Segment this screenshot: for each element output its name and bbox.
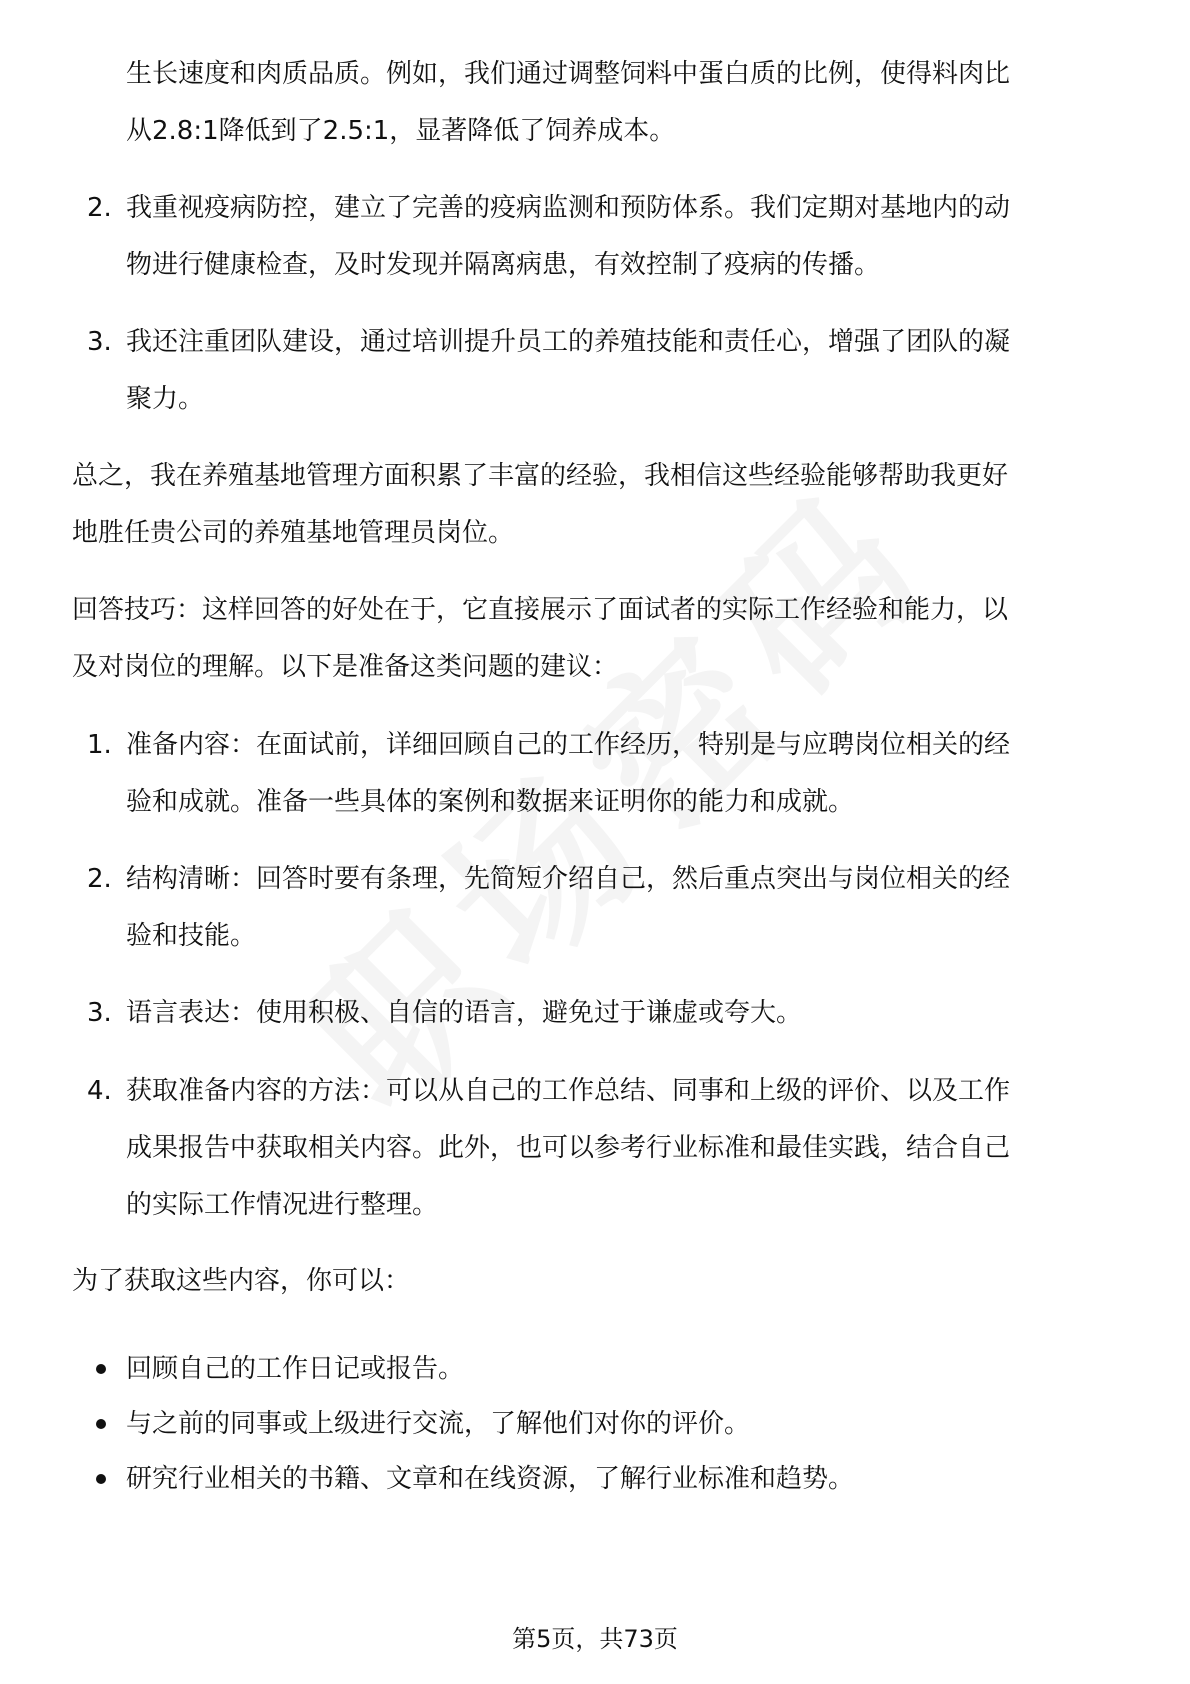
bullet-item: 与之前的同事或上级进行交流，了解他们对你的评价。 (126, 1409, 751, 1439)
text-line: 地胜任贵公司的养殖基地管理员岗位。 (72, 518, 515, 548)
text-line: 我重视疫病防控，建立了完善的疫病监测和预防体系。我们定期对基地内的动 (126, 193, 1011, 223)
text-line: 聚力。 (126, 384, 205, 414)
page-number: 第5页，共73页 (512, 1625, 678, 1653)
text-line: 验和成就。准备一些具体的案例和数据来证明你的能力和成就。 (126, 787, 855, 817)
bullet-item: 研究行业相关的书籍、文章和在线资源，了解行业标准和趋势。 (126, 1464, 855, 1494)
text-line: 回答技巧：这样回答的好处在于，它直接展示了面试者的实际工作经验和能力，以 (72, 595, 1009, 625)
text-line: 总之，我在养殖基地管理方面积累了丰富的经验，我相信这些经验能够帮助我更好 (72, 461, 1009, 491)
text-line: 生长速度和肉质品质。例如，我们通过调整饲料中蛋白质的比例，使得料肉比 (126, 59, 1011, 89)
experience-item-3 (126, 314, 1010, 428)
text-line: 准备内容：在面试前，详细回顾自己的工作经历，特别是与应聘岗位相关的经 (126, 730, 1011, 760)
tip-paragraph (72, 582, 1008, 696)
text-line: 我还注重团队建设，通过培训提升员工的养殖技能和责任心，增强了团队的凝 (126, 327, 1011, 357)
tip-item-2 (126, 851, 1010, 965)
text-line: 结构清晰：回答时要有条理，先简短介绍自己，然后重点突出与岗位相关的经 (126, 864, 1011, 894)
text-line: 语言表达：使用积极、自信的语言，避免过于谦虚或夸大。 (126, 998, 803, 1028)
bullet-dot (96, 1419, 106, 1429)
intro-paragraph (126, 46, 1010, 160)
bullet-dot (96, 1364, 106, 1374)
list-number: 3. (87, 998, 112, 1028)
bullet-dot (96, 1474, 106, 1484)
text-line: 物进行健康检查，及时发现并隔离病患，有效控制了疫病的传播。 (126, 250, 881, 280)
list-number: 2. (87, 193, 112, 223)
text-line: 从2.8:1降低到了2.5:1，显著降低了饲养成本。 (126, 116, 676, 146)
text-line: 获取准备内容的方法：可以从自己的工作总结、同事和上级的评价、以及工作 (126, 1076, 1011, 1106)
list-number: 3. (87, 327, 112, 357)
text-line: 验和技能。 (126, 921, 257, 951)
text-line: 成果报告中获取相关内容。此外，也可以参考行业标准和最佳实践，结合自己 (126, 1133, 1011, 1163)
experience-item-2 (126, 180, 1010, 294)
summary-paragraph (72, 448, 1008, 562)
list-number: 2. (87, 864, 112, 894)
obtain-intro: 为了获取这些内容，你可以： (72, 1266, 411, 1296)
tip-item-4 (126, 1063, 1010, 1234)
text-line: 及对岗位的理解。以下是准备这类问题的建议： (72, 652, 619, 682)
list-number: 4. (87, 1076, 112, 1106)
text-line: 的实际工作情况进行整理。 (126, 1190, 439, 1220)
tip-item-1 (126, 717, 1010, 831)
list-number: 1. (87, 730, 112, 760)
bullet-item: 回顾自己的工作日记或报告。 (126, 1354, 465, 1384)
tip-item-3 (126, 985, 802, 1042)
